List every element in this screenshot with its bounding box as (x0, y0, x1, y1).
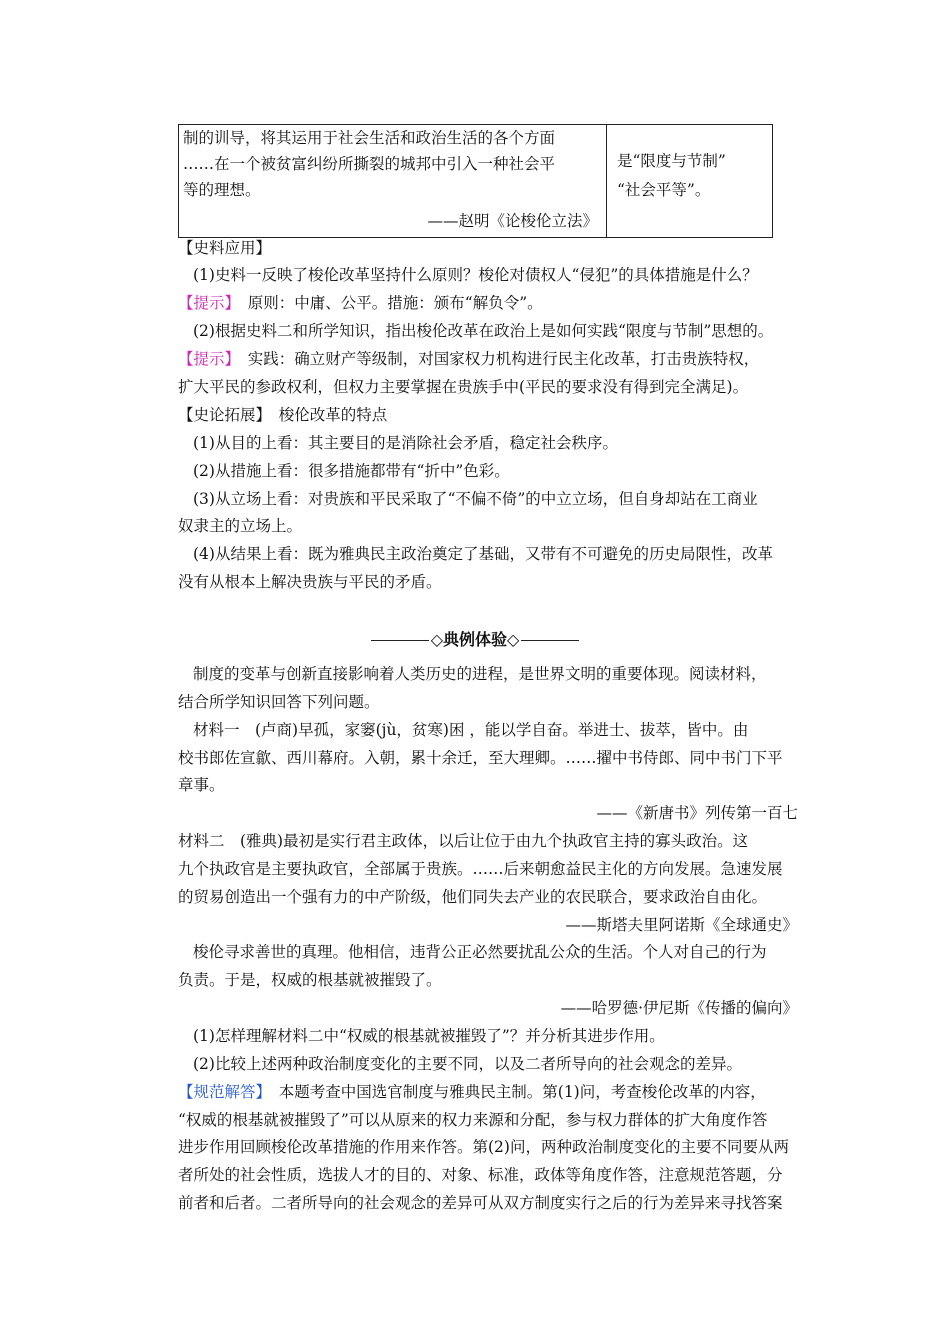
feature-3-line-1: (3)从立场上看：对贵族和平民采取了“不偏不倚”的中立立场，但自身却站在工商业 (193, 490, 758, 508)
answer-2-line-2: 扩大平民的参政权利，但权力主要掌握在贵族手中(平民的要求没有得到完全满足)。 (178, 378, 749, 396)
standard-answer-line-4: 者所处的社会性质，选拔人才的目的、对象、标准，政体等角度作答，注意规范答题，分 (178, 1166, 783, 1184)
section-heading-theory-extension (178, 402, 798, 428)
title-text: ◇典例体验◇ (430, 630, 520, 649)
question-2: (2)根据史料二和所学知识，指出梭伦改革在政治上是如何实践“限度与节制”思想的。 (193, 322, 774, 340)
standard-answer-line-1 (178, 1079, 798, 1105)
heading-bracket: 【史论拓展】 (178, 406, 264, 424)
material-2-line-3: 的贸易创造出一个强有力的中产阶级，他们同失去产业的农民联合，要求政治自由化。 (178, 888, 768, 906)
answer-2-line-1 (178, 346, 798, 372)
source-table (178, 124, 773, 238)
table-text-line: 制的训导，将其运用于社会生活和政治生活的各个方面 (183, 129, 556, 147)
answer-1 (178, 290, 798, 316)
standard-answer-line-5: 前者和后者。二者所导向的社会观念的差异可从双方制度实行之后的行为差异来寻找答案 (178, 1194, 783, 1212)
standard-answer-tag: 【规范解答】 (178, 1083, 264, 1101)
answer-text: 实践：确立财产等级制，对国家权力机构进行民主化改革，打击贵族特权， (232, 350, 760, 368)
table-citation: ——赵明《论梭伦立法》 (427, 212, 598, 230)
feature-2: (2)从措施上看：很多措施都带有“折中”色彩。 (193, 462, 510, 480)
table-text-line: “社会平等”。 (617, 181, 711, 199)
intro-line-1: 制度的变革与创新直接影响着人类历史的进程，是世界文明的重要体现。阅读材料， (193, 665, 767, 683)
source-table-left-cell (179, 125, 607, 237)
material-3-line-1: 梭伦寻求善世的真理。他相信，违背公正必然要扰乱公众的生活。个人对自己的行为 (193, 943, 767, 961)
section-heading-historical-application: 【史料应用】 (178, 239, 272, 257)
material-3-line-2: 负责。于是，权威的根基就被摧毁了。 (178, 971, 442, 989)
material-1-line-3: 章事。 (178, 776, 225, 794)
table-text-line: 是“限度与节制” (617, 152, 726, 170)
hint-tag: 【提示】 (178, 294, 233, 312)
feature-3-line-2: 奴隶主的立场上。 (178, 517, 303, 535)
question-1: (1)史料一反映了梭伦改革坚持什么原则？梭伦对债权人“侵犯”的具体措施是什么？ (193, 266, 758, 284)
material-2-line-1: 材料二 (雅典)最初是实行君主政体，以后让位于由九个执政官主持的寡头政治。这 (178, 832, 749, 850)
title-rule-left (371, 640, 429, 641)
title-rule-right (521, 640, 579, 641)
material-1-citation: ——《新唐书》列传第一百七 (596, 804, 798, 822)
table-text-line: 等的理想。 (183, 181, 261, 199)
material-1-line-2: 校书郎佐宣歙、西川幕府。入朝，累十余迁，至大理卿。……擢中书侍郎、同中书门下平 (178, 749, 783, 767)
material-2-citation: ——斯塔夫里阿诺斯《全球通史》 (565, 916, 798, 934)
standard-answer-line-2: “权威的根基就被摧毁了”可以从原来的权力来源和分配，参与权力群体的扩大角度作答 (178, 1111, 768, 1129)
standard-answer-line-3: 进步作用回顾梭伦改革措施的作用来作答。第(2)问，两种政治制度变化的主要不同要从两 (178, 1138, 789, 1156)
answer-text: 本题考查中国选官制度与雅典民主制。第(1)问，考查梭伦改革的内容， (263, 1083, 766, 1101)
feature-4-line-2: 没有从根本上解决贵族与平民的矛盾。 (178, 573, 442, 591)
example-question-2: (2)比较上述两种政治制度变化的主要不同，以及二者所导向的社会观念的差异。 (193, 1055, 742, 1073)
material-3-citation: ——哈罗德·伊尼斯《传播的偏向》 (560, 999, 798, 1017)
source-table-right-cell (607, 125, 772, 237)
example-section-title (0, 627, 950, 653)
material-2-line-2: 九个执政官是主要执政官，全部属于贵族。……后来朝愈益民主化的方向发展。急速发展 (178, 860, 783, 878)
hint-tag: 【提示】 (178, 350, 233, 368)
heading-text: 梭伦改革的特点 (263, 406, 388, 424)
intro-line-2: 结合所学知识回答下列问题。 (178, 693, 380, 711)
answer-text: 原则：中庸、公平。措施：颁布“解负令”。 (232, 294, 543, 312)
feature-4-line-1: (4)从结果上看：既为雅典民主政治奠定了基础，又带有不可避免的历史局限性，改革 (193, 545, 773, 563)
material-1-line-1: 材料一 (卢商)早孤，家窭(jù，贫寒)困 ，能以学自奋。举进士、拔萃，皆中。由 (193, 721, 749, 739)
example-question-1: (1)怎样理解材料二中“权威的根基就被摧毁了”？并分析其进步作用。 (193, 1027, 665, 1045)
feature-1: (1)从目的上看：其主要目的是消除社会矛盾，稳定社会秩序。 (193, 434, 618, 452)
table-text-line: ……在一个被贫富纠纷所撕裂的城邦中引入一种社会平 (183, 155, 556, 173)
